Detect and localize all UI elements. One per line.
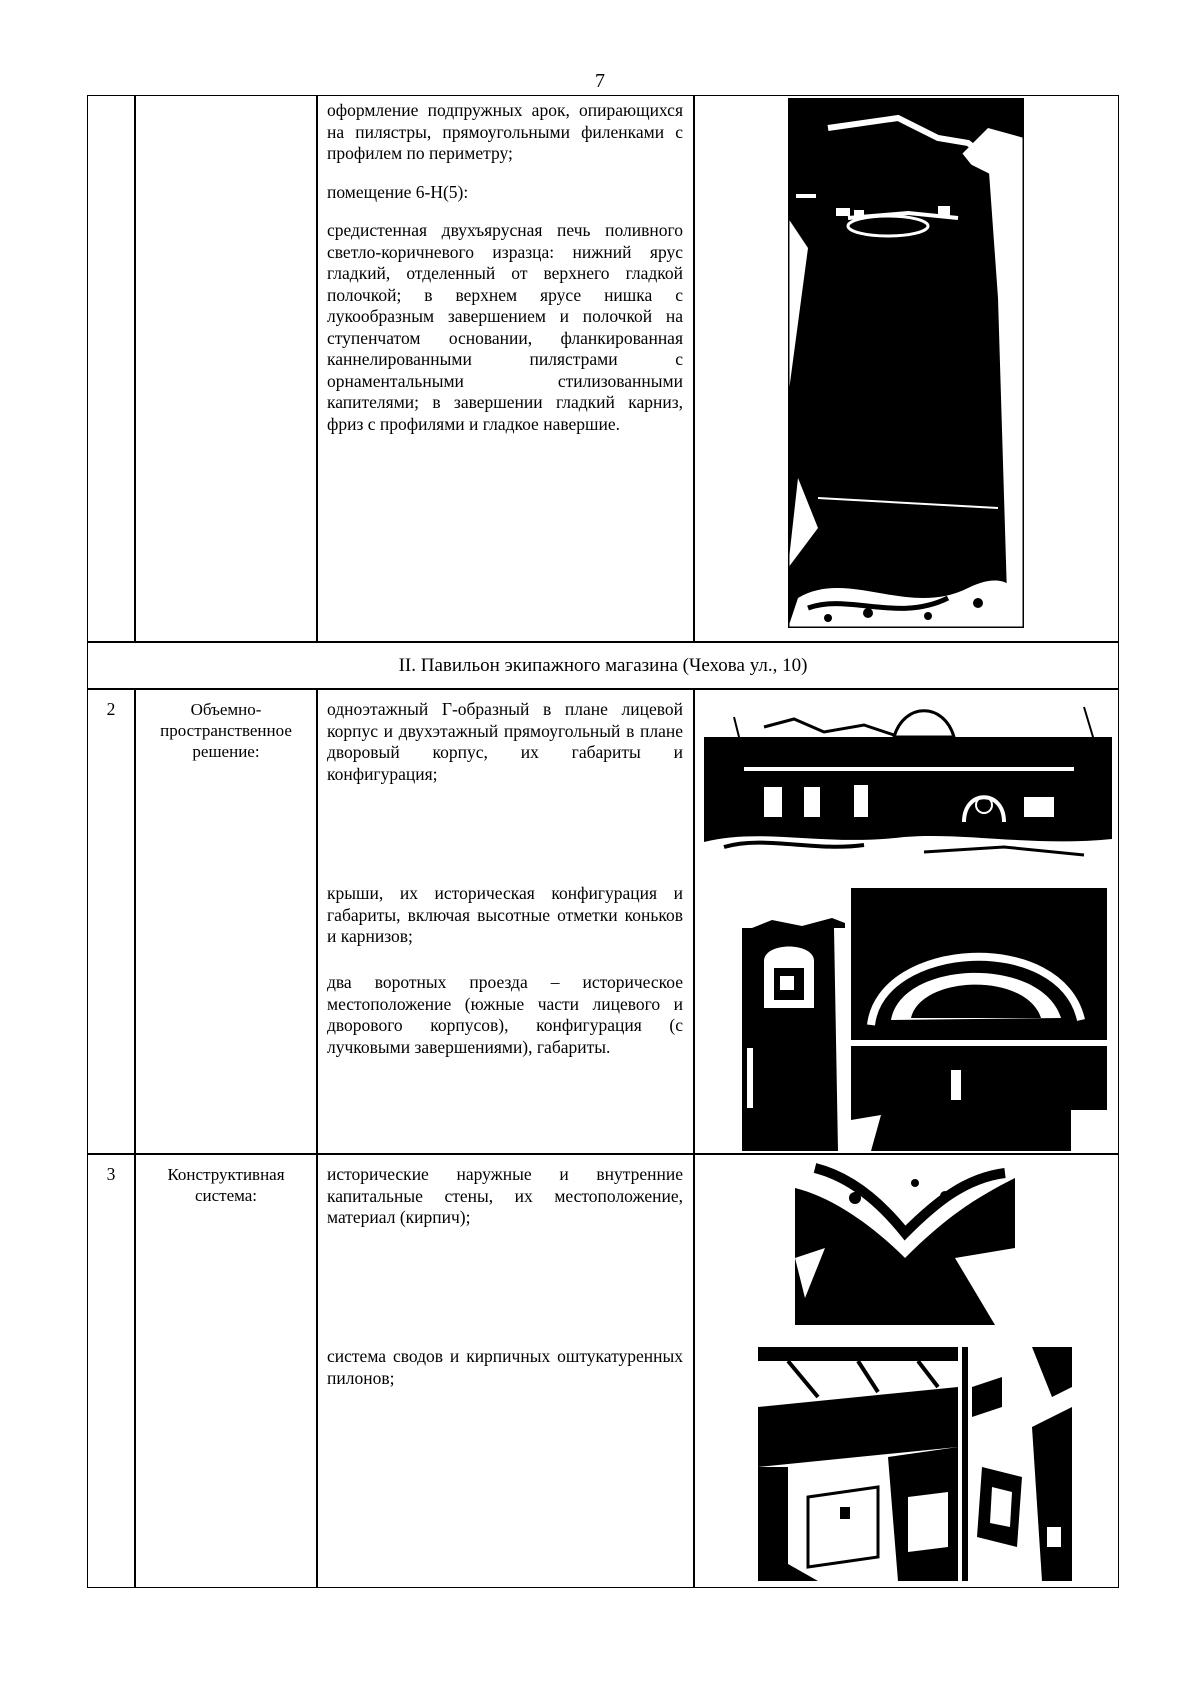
col-divider-3 bbox=[693, 95, 695, 642]
col-divider-1 bbox=[134, 95, 136, 642]
row2-number: 2 bbox=[106, 699, 116, 719]
col-divider-2b bbox=[316, 689, 318, 1588]
row1-paragraph-arches: оформление подпружных арок, опирающихся на пилястры, прямоугольными филенками с профилем по периметру; bbox=[327, 100, 683, 163]
row3-label: Конструктивная система: bbox=[167, 1165, 285, 1205]
section-heading: II. Павильон экипажного магазина (Чехова ул., 10) bbox=[398, 655, 808, 676]
row-divider-1 bbox=[87, 641, 1119, 643]
row-divider-3 bbox=[87, 1153, 1119, 1155]
row3-number: 3 bbox=[106, 1164, 116, 1184]
row2-label: Объемно-пространственное решение: bbox=[160, 700, 292, 761]
gate-photo-right bbox=[851, 880, 1107, 1151]
col-divider-3b bbox=[693, 689, 695, 1588]
facade-photo bbox=[704, 697, 1112, 863]
row3-text-vaults: система сводов и кирпичных оштукатуренных пилонов; bbox=[327, 1346, 683, 1388]
row1-paragraph-stove: средистенная двухъярусная печь поливного светло-коричневого изразца: нижний ярус гладкий, отделенный от верхнего гладкой полочкой; в верхнем ярусе нишка с лукообразным завершением и полочкой на ступенчатом основании, фланкированная каннелированными пилястрами с орнаментальными стилизованными капителями; в завершении гладкий карниз, фриз с профилями и гладкое навершие. bbox=[327, 220, 683, 434]
gate-photo-left bbox=[742, 898, 845, 1151]
interior-photo-right bbox=[962, 1347, 1072, 1581]
row2-text-volume: одноэтажный Г-образный в плане лицевой корпус и двухэтажный прямоугольный в плане дворовый корпус, их габариты и конфигурация; bbox=[327, 699, 683, 784]
interior-photo-left bbox=[758, 1347, 958, 1581]
row1-paragraph-room: помещение 6-Н(5): bbox=[327, 181, 469, 202]
row2-text-gates: два воротных проезда – историческое местоположение (южные части лицевого и дворового корпусов), конфигурация (с лучковыми завершениями), габариты. bbox=[327, 972, 683, 1057]
page-number: 7 bbox=[595, 70, 605, 92]
row-divider-2 bbox=[87, 688, 1119, 690]
col-divider-2 bbox=[316, 95, 318, 642]
vault-photo bbox=[795, 1158, 1015, 1325]
stove-photo bbox=[788, 98, 1024, 628]
row1-text bbox=[327, 100, 683, 452]
col-divider-1b bbox=[134, 689, 136, 1588]
row2-text-roofs: крыши, их историческая конфигурация и габариты, включая высотные отметки коньков и карнизов; bbox=[327, 883, 683, 946]
row3-text-walls: исторические наружные и внутренние капитальные стены, их местоположение, материал (кирпич); bbox=[327, 1164, 683, 1227]
